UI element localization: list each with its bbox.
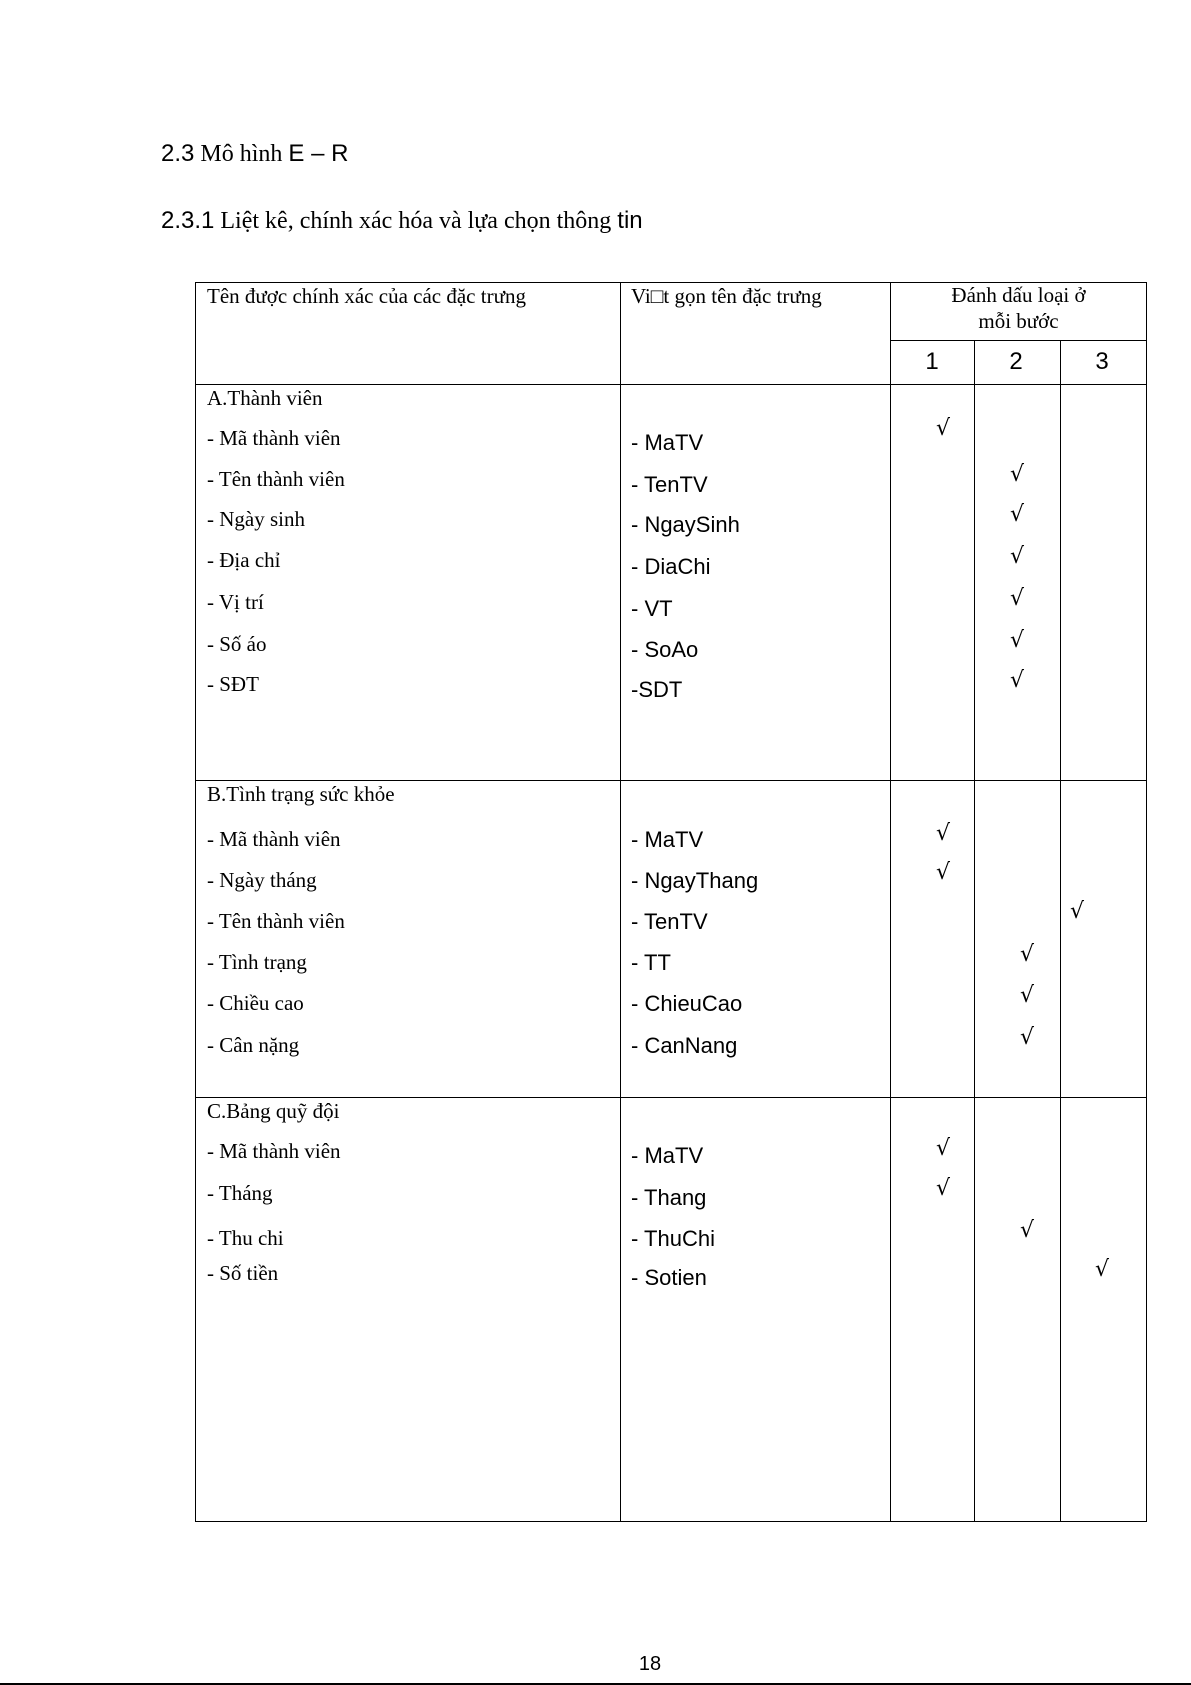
row-abbr: - Thang [631,1185,707,1210]
row-abbr: - DiaChi [631,554,711,579]
row-name: - Số tiền [207,1261,279,1285]
section-divider-b [195,780,1147,781]
row-abbr: - VT [631,596,673,621]
step-divider-1 [974,340,975,1522]
column-divider-2 [890,282,891,1522]
row-abbr: - CanNang [631,1033,738,1058]
heading-tail: E – R [288,140,349,167]
row-name: - Số áo [207,632,267,656]
row-name: - Mã thành viên [207,1139,341,1163]
table-border-right [1146,282,1147,1522]
row-name: - Vị trí [207,590,264,614]
row-name: - Tên thành viên [207,909,345,933]
header-bottom-border [195,384,1147,385]
row-abbr: -SDT [631,677,683,702]
heading-text: Mô hình [200,141,283,167]
check-mark: √ [1020,1218,1035,1243]
table-border-bottom [195,1521,1147,1522]
row-abbr: - SoAo [631,637,699,662]
row-abbr: - MaTV [631,827,704,852]
row-name: - Thu chi [207,1226,284,1250]
heading-tail: tin [617,207,643,234]
table-border-left [195,282,196,1522]
section-title-c: C.Bảng quỹ đội [207,1099,340,1123]
row-name: - Tình trạng [207,950,307,974]
check-mark: √ [1010,668,1025,693]
check-mark: √ [1010,462,1025,487]
check-mark: √ [1095,1257,1110,1282]
row-abbr: - TT [631,950,671,975]
section-heading-2-3-1 [161,207,643,235]
heading-text: Liệt kê, chính xác hóa và lựa chọn thông [220,208,612,234]
row-name: - Chiều cao [207,991,304,1015]
row-name: - Cân nặng [207,1033,300,1057]
header-step-line2: mỗi bước [978,309,1059,333]
row-name: - Mã thành viên [207,426,341,450]
section-heading-2-3 [161,140,348,168]
check-mark: √ [1070,899,1085,924]
row-abbr: - MaTV [631,430,704,455]
header-short-name: Vi□t gọn tên đặc trưng [631,284,822,308]
check-mark: √ [936,1136,951,1161]
row-abbr: - NgayThang [631,868,759,893]
check-mark: √ [1010,502,1025,527]
heading-number: 2.3.1 [161,207,215,234]
check-mark: √ [936,1176,951,1201]
header-step-marks [890,282,1147,334]
step-number-3: 3 [1095,348,1109,375]
row-name: - Tên thành viên [207,467,345,491]
check-mark: √ [1010,586,1025,611]
check-mark: √ [936,416,951,441]
heading-number: 2.3 [161,140,195,167]
check-mark: √ [1010,628,1025,653]
check-mark: √ [1020,1025,1035,1050]
row-name: - SĐT [207,672,259,696]
check-mark: √ [936,821,951,846]
check-mark: √ [1020,983,1035,1008]
row-name: - Tháng [207,1181,273,1205]
section-title-a: A.Thành viên [207,386,323,410]
header-full-name: Tên được chính xác của các đặc trưng [207,284,526,308]
column-divider-1 [620,282,621,1522]
row-name: - Mã thành viên [207,827,341,851]
row-abbr: - NgaySinh [631,512,740,537]
row-name: - Ngày tháng [207,868,317,892]
check-mark: √ [936,860,951,885]
section-divider-c [195,1097,1147,1098]
header-divider [890,340,1147,341]
attribute-table [195,282,1147,1522]
row-abbr: - TenTV [631,909,708,934]
row-name: - Địa chỉ [207,548,281,572]
page-number: 18 [638,1653,662,1675]
step-number-1: 1 [925,348,939,375]
row-abbr: - MaTV [631,1143,704,1168]
row-name: - Ngày sinh [207,507,305,531]
step-number-2: 2 [1009,348,1023,375]
row-abbr: - Sotien [631,1265,707,1290]
step-divider-2 [1060,340,1061,1522]
check-mark: √ [1020,942,1035,967]
row-abbr: - TenTV [631,472,708,497]
header-step-line1: Đánh dấu loại ở [951,283,1086,307]
row-abbr: - ChieuCao [631,991,743,1016]
section-title-b: B.Tình trạng sức khỏe [207,782,395,806]
row-abbr: - ThuChi [631,1226,715,1251]
check-mark: √ [1010,544,1025,569]
